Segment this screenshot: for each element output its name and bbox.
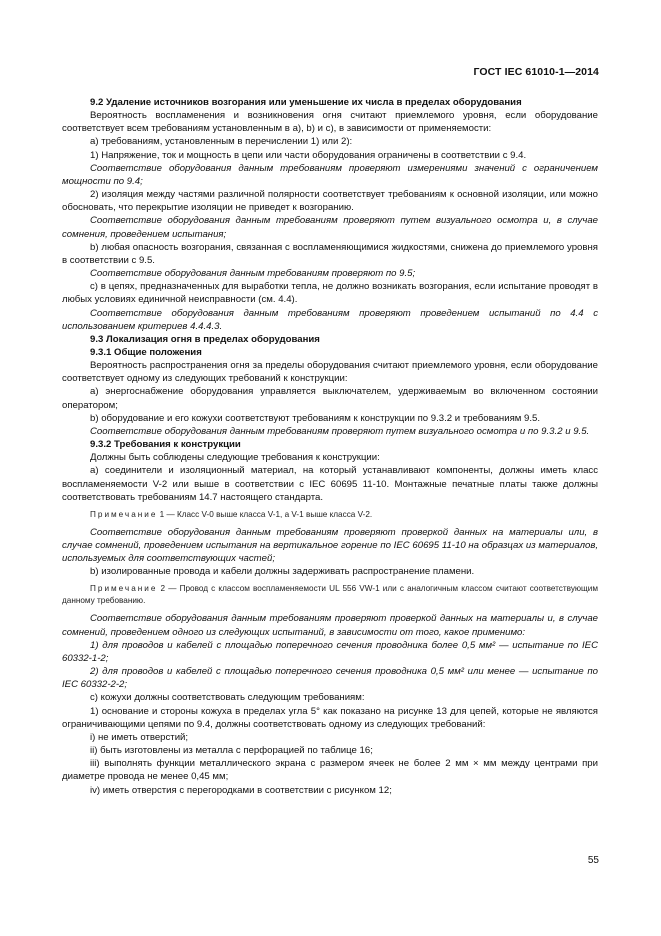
list-item: a) требованиям, установленным в перечислении 1) или 2): <box>90 136 353 148</box>
note-text: 1 — Класс V-0 выше класса V-1, а V-1 выше класса V-2. <box>157 509 373 519</box>
page-number: 55 <box>587 855 599 866</box>
note-label: Примечание <box>90 584 158 594</box>
compliance-text: Соответствие оборудования данным требованиям проверяют проверкой данных на материалы или, в случае сомнений, проведением испытания на вертикальное горение по IEC 60695 11-10 на образцах из материалов, используемых для соответствующих частей; <box>62 526 598 565</box>
paragraph: Должны быть соблюдены следующие требования к конструкции: <box>90 452 380 464</box>
subsection-heading: 9.3.2 Требования к конструкции <box>90 439 241 451</box>
sub-list-item: iii) выполнять функции металлического экрана с размером ячеек не более 2 мм × мм между центрами при диаметре провода не менее 0,45 мм; <box>62 758 598 783</box>
list-item: 2) изоляция между частями различной полярности соответствует требованиям к основной изоляции, или можно обосновать, что перекрытие изоляции не приведет к возгоранию. <box>62 189 598 214</box>
test-item: 1) для проводов и кабелей с площадью поперечного сечения проводника более 0,5 мм² — испытание по IEC 60332-1-2; <box>62 639 598 664</box>
note-label: Примечание <box>90 509 158 519</box>
note-text: 2 — Провод с классом воспламеняемости UL 556 VW-1 или с аналогичным классом считают соответствующим данному требованию. <box>62 584 598 606</box>
standard-header: ГОСТ IEC 61010-1—2014 <box>473 66 599 78</box>
compliance-text: Соответствие оборудования данным требованиям проверяют путем визуального осмотра и, в случае сомнения, проведением испытания; <box>62 215 598 240</box>
sub-list-item: iv) иметь отверстия с перегородками в соответствии с рисунком 12; <box>90 784 392 796</box>
test-item: 2) для проводов и кабелей с площадью поперечного сечения проводника 0,5 мм² или менее — испытание по IEC 60332-2-2; <box>62 666 598 691</box>
sub-list-item: ii) быть изготовлены из металла с перфорацией по таблице 16; <box>90 745 373 757</box>
list-item: 1) Напряжение, ток и мощность в цепи или части оборудования ограничены в соответствии с 9.4. <box>90 149 527 161</box>
paragraph: Вероятность распространения огня за пределы оборудования считают приемлемого уровня, если оборудование соответствует одному из следующих требований к конструкции: <box>62 360 598 385</box>
compliance-text: Соответствие оборудования данным требованиям проверяют проведением испытаний по 4.4 с использованием критериев 4.4.4.3. <box>62 307 598 332</box>
subsection-heading: 9.3.1 Общие положения <box>90 346 202 358</box>
note <box>62 583 598 607</box>
list-item: 1) основание и стороны кожуха в пределах угла 5° как показано на рисунке 13 для цепей, которые не являются ограничивающими цепями по 9.4, должны соответствовать одному из следующих требований: <box>62 705 598 730</box>
paragraph: Вероятность воспламенения и возникновения огня считают приемлемого уровня, если оборудование соответствует всем требованиям установленным в a), b) и c), в зависимости от применяемости: <box>62 110 598 135</box>
list-item: c) в цепях, предназначенных для выработки тепла, не должно возникать возгорания, если испытание проводят в любых условиях единичной неисправности (см. 4.4). <box>62 281 598 306</box>
compliance-text: Соответствие оборудования данным требованиям проверяют проверкой данных на материалы и, в случае сомнений, проведением одного из следующих испытаний, в зависимости от того, какое применимо: <box>62 613 598 638</box>
compliance-text: Соответствие оборудования данным требованиям проверяют по 9.5; <box>90 268 416 280</box>
list-item: a) соединители и изоляционный материал, на который устанавливают компоненты, должны иметь класс воспламеняемости V-2 или выше в соответствии с IEC 60695 11-10. Монтажные печатные платы также должны соответствовать требованиям 14.7 настоящего стандарта. <box>62 465 598 503</box>
sub-list-item: i) не иметь отверстий; <box>90 731 189 743</box>
list-item: b) изолированные провода и кабели должны задерживать распространение пламени. <box>90 566 475 578</box>
list-item: a) энергоснабжение оборудования управляется выключателем, удерживаемым во включенном состоянии оператором; <box>62 386 598 411</box>
note <box>62 509 598 521</box>
compliance-text: Соответствие оборудования данным требованиям проверяют измерениями значений с ограничением мощности по 9.4; <box>62 162 598 187</box>
list-item: c) кожухи должны соответствовать следующим требованиям: <box>90 692 365 704</box>
section-heading: 9.3 Локализация огня в пределах оборудования <box>90 333 320 345</box>
section-heading: 9.2 Удаление источников возгорания или уменьшение их числа в пределах оборудования <box>90 97 522 108</box>
document-body <box>62 96 598 797</box>
list-item: b) любая опасность возгорания, связанная с воспламеняющимися жидкостями, снижена до приемлемого уровня в соответствии с 9.5. <box>62 241 598 266</box>
list-item: b) оборудование и его кожухи соответствуют требованиям к конструкции по 9.3.2 и требованиям 9.5. <box>90 412 541 424</box>
compliance-text: Соответствие оборудования данным требованиям проверяют путем визуального осмотра и по 9.3.2 и 9.5. <box>90 425 590 437</box>
